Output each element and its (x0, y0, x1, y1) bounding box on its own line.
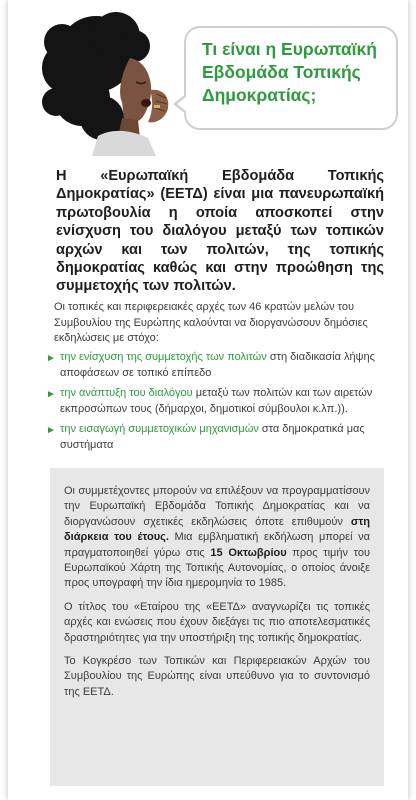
goals-list (46, 350, 386, 459)
info-paragraph-1 (64, 484, 370, 592)
info-paragraph-2: Ο τίτλος του «Εταίρου της «ΕΕΤΔ» αναγνωρίζει τις τοπικές αρχές και ενώσεις που έχουν διεξάγει τις πιο αποτελεσματικές δραστηριότητες για την υποστήριξη της τοπικής δημοκρατίας. (64, 600, 370, 644)
goal-highlight: την ενίσχυση της συμμετοχής των πολιτών (60, 351, 267, 363)
lead-paragraph: Οι τοπικές και περιφερειακές αρχές των 46 κρατών μελών του Συμβουλίου της Ευρώπης καλούνται να διοργανώσουν δημόσιες εκδηλώσεις με στόχο: (54, 301, 368, 345)
triangle-right-icon: ► (46, 389, 56, 401)
woman-shouting-illustration (38, 6, 188, 156)
goal-text: μεταξύ των πολιτών και των αιρετών εκπροσώπων τους (δήμαρχοι, δημοτικοί σύμβουλοι κ.λπ.)). (60, 387, 373, 415)
info-paragraph-3: Το Κογκρέσο των Τοπικών και Περιφερειακών Αρχών του Συμβουλίου της Ευρώπης είναι υπεύθυνο για το συντονισμό της ΕΕΤΔ. (64, 655, 370, 698)
info-text: Οι συμμετέχοντες μπορούν να επιλέξουν να προγραμματίσουν την Ευρωπαϊκή Εβδομάδα Τοπικής Δημοκρατίας και να διοργανώσουν σχετικές εκδηλώσεις όποτε επιθυμούν (64, 485, 370, 528)
brochure-page (8, 0, 408, 800)
info-text: προς τιμήν του Ευρωπαϊκού Χάρτη της Τοπικής Αυτονομίας, ο οποίος άνοιξε προς υπογραφή την ίδια ημερομηνία το 1985. (64, 546, 370, 590)
page-title: Τι είναι η Ευρωπαϊκή Εβδομάδα Τοπικής Δημοκρατίας; (202, 39, 377, 105)
bubble-tail-inner (177, 96, 187, 112)
goal-highlight: την ανάπτυξη του διαλόγου (60, 387, 193, 400)
intro-paragraph: Η «Ευρωπαϊκή Εβδομάδα Τοπικής Δημοκρατίας» (ΕΕΤΔ) είναι μια πανευρωπαϊκή πρωτοβουλία η οποία αποσκοπεί στην ενίσχυση του διαλόγου μεταξύ των τοπικών αρχών και των πολιτών, της τοπικής δημοκρατίας καθώς και στην προώθηση της συμμετοχής των πολιτών. (56, 168, 384, 295)
list-item (46, 386, 386, 417)
info-emphasis-date: 15 Οκτωβρίου (210, 546, 287, 559)
list-item (46, 422, 386, 453)
info-emphasis: στη διάρκεια του έτους. (64, 515, 370, 544)
info-box (50, 468, 384, 786)
goal-text: στη διαδικασία λήψης αποφάσεων σε τοπικό επίπεδο (60, 351, 375, 379)
speech-bubble (184, 26, 398, 130)
triangle-right-icon: ► (46, 353, 56, 364)
triangle-right-icon: ► (46, 425, 56, 437)
goal-text: στα δημοκρατικά μας συστήματα (60, 423, 365, 451)
info-text: Μια εμβληματική εκδήλωση μπορεί να πραγματοποιηθεί γύρω στις (64, 531, 370, 559)
list-item (46, 350, 386, 381)
goal-highlight: την εισαγωγή συμμετοχικών μηχανισμών (60, 423, 259, 436)
